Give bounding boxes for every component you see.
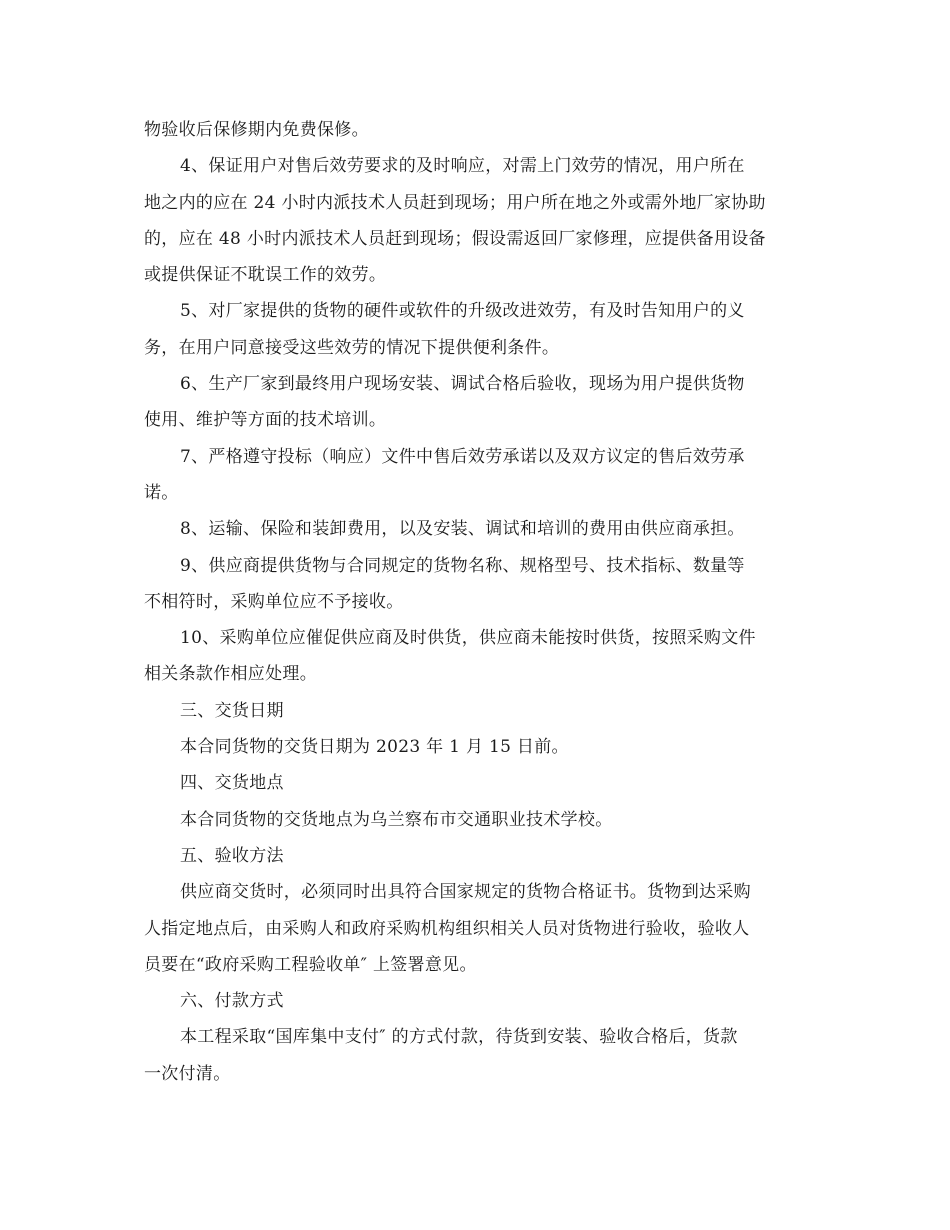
text-line: 六、付款方式 (180, 991, 284, 1012)
text-line: 物验收后保修期内免费保修。 (144, 120, 369, 140)
text-line: 使用、维护等方面的技术培训。 (144, 410, 387, 431)
text-line: 9、供应商提供货物与合同规定的货物名称、规格型号、技术指标、数量等 (180, 555, 745, 576)
text-line: 8、运输、保险和装卸费用，以及安装、调试和培训的费用由供应商承担。 (180, 519, 745, 540)
text-line: 本合同货物的交货地点为乌兰察布市交通职业技术学校。 (180, 809, 613, 830)
text-line: 人指定地点后，由采购人和政府采购机构组织相关人员对货物进行验收，验收人 (144, 918, 750, 939)
text-line: 或提供保证不耽误工作的效劳。 (144, 265, 387, 286)
text-line: 5、对厂家提供的货物的硬件或软件的升级改进效劳，有及时告知用户的义 (180, 301, 745, 322)
text-line: 4、保证用户对售后效劳要求的及时响应，对需上门效劳的情况，用户所在 (180, 156, 745, 177)
text-line: 地之内的应在 24 小时内派技术人员赶到现场；用户所在地之外或需外地厂家协助 (144, 192, 766, 213)
text-line: 五、验收方法 (180, 845, 284, 866)
text-line: 相关条款作相应处理。 (144, 664, 317, 685)
text-line: 一次付清。 (144, 1063, 231, 1084)
text-line: 的，应在 48 小时内派技术人员赶到现场；假设需返回厂家修理，应提供备用设备 (144, 228, 766, 249)
text-line: 诺。 (144, 482, 179, 503)
text-line: 员要在“政府采购工程验收单″ 上签署意见。 (144, 954, 477, 975)
text-line: 三、交货日期 (180, 700, 284, 721)
text-line: 6、生产厂家到最终用户现场安装、调试合格后验收，现场为用户提供货物 (180, 374, 745, 395)
text-line: 本合同货物的交货日期为 2023 年 1 月 15 日前。 (180, 737, 569, 758)
text-line: 四、交货地点 (180, 773, 284, 794)
document-page (144, 112, 808, 1092)
text-line: 务，在用户同意接受这些效劳的情况下提供便利条件。 (144, 337, 560, 358)
text-line: 供应商交货时，必须同时出具符合国家规定的货物合格证书。货物到达采购 (180, 882, 751, 903)
text-line: 10、采购单位应催促供应商及时供货，供应商未能按时供货，按照采购文件 (180, 628, 756, 649)
text-line: 7、严格遵守投标（响应）文件中售后效劳承诺以及双方议定的售后效劳承 (180, 446, 745, 467)
text-line: 本工程采取“国库集中支付″ 的方式付款，待货到安装、验收合格后，货款 (180, 1027, 738, 1048)
text-line: 不相符时，采购单位应不予接收。 (144, 591, 404, 612)
